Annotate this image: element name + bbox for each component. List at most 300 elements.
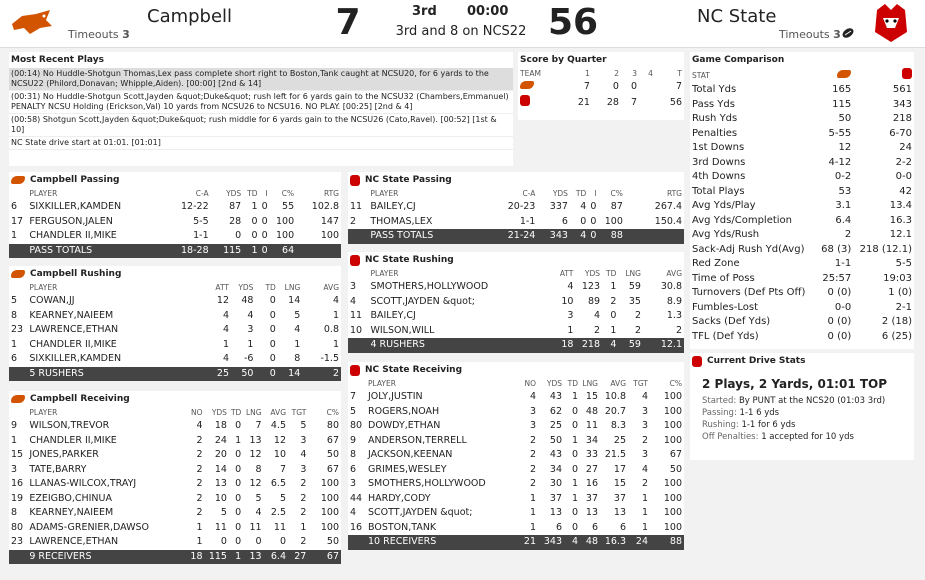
col-header: C% <box>610 189 623 198</box>
current-drive-panel <box>690 353 914 460</box>
player-name: ROGERS,NOAH <box>368 405 440 417</box>
player-row <box>348 463 684 478</box>
timeouts-label: Timeouts <box>68 28 119 41</box>
totals-row <box>348 338 684 353</box>
stat-value: 3.1 <box>835 200 852 211</box>
stat-cell: 1 <box>529 521 536 533</box>
total-score: 56 <box>669 96 682 108</box>
stat-cell: 0 <box>571 463 578 475</box>
stat-cell: 44 <box>350 492 363 504</box>
stat-cell: 80 <box>326 420 339 431</box>
col-header: LNG <box>582 379 598 388</box>
stat-cell: 15 <box>11 449 24 460</box>
stat-label: Sack-Adj Rush Yd(Avg) <box>692 243 805 255</box>
stat-cell: 2 <box>593 324 601 336</box>
stat-cell: 1 <box>247 338 254 350</box>
drive-started-value: By PUNT at the NCS20 (01:03 3rd) <box>738 396 886 406</box>
stat-cell <box>296 244 341 259</box>
stat-cell: 3 <box>641 449 648 460</box>
stat-cell: 0 <box>235 230 242 241</box>
col-header <box>348 268 368 280</box>
stat-cell: 2 <box>529 449 536 460</box>
player-name: FERGUSON,JALEN <box>29 215 113 227</box>
stat-cell: 1 <box>196 536 203 547</box>
player-row <box>9 506 341 521</box>
score-by-quarter-title: Score by Quarter <box>520 55 607 65</box>
player-name: BAILEY,CJ <box>370 310 416 321</box>
player-name: SMOTHERS,HOLLYWOOD <box>370 281 489 292</box>
stat-cell <box>348 338 368 353</box>
stat-cell: 337 <box>549 201 568 212</box>
section-title-text: NC State Receiving <box>365 365 463 375</box>
stat-cell: 18 <box>186 550 204 565</box>
current-drive-title <box>690 353 914 369</box>
stat-cell: 24 <box>214 434 227 446</box>
player-row <box>9 229 341 244</box>
stat-cell: 10 <box>273 449 286 460</box>
col-header: AVG <box>270 408 286 417</box>
stat-value: 2-1 <box>895 301 912 313</box>
header-row <box>348 378 684 390</box>
stat-cell: 25 <box>200 367 231 382</box>
stat-cell: 2 <box>302 367 341 382</box>
header-row <box>348 188 684 200</box>
campbell-logo <box>817 68 854 83</box>
stat-cell: 0 <box>259 244 269 259</box>
stat-cell: 1 <box>567 324 574 336</box>
stat-cell: 16 <box>11 478 24 489</box>
stat-cell: 3 <box>300 434 307 446</box>
player-name: BAILEY,CJ <box>370 201 416 212</box>
stat-cell: 2 <box>529 478 536 489</box>
stat-label: Avg Yds/Completion <box>692 214 793 226</box>
drive-rushing-label: Rushing: <box>702 420 739 430</box>
stat-cell: 3 <box>247 324 254 335</box>
stat-cell: 11 <box>249 521 262 533</box>
stat-cell: 11 <box>214 521 227 533</box>
stat-cell: 23 <box>11 536 24 547</box>
stat-cell: 5 <box>300 420 307 431</box>
stat-cell: 0 <box>235 463 242 475</box>
play-item: NC State drive start at 01:01. [01:01] <box>9 137 513 150</box>
stats-table <box>348 188 684 244</box>
drive-penalties-value: 1 accepted for 10 yds <box>761 432 854 442</box>
stat-cell: 0 <box>590 215 597 227</box>
stat-cell: 4.5 <box>270 420 286 431</box>
stat-cell: 88 <box>650 535 684 550</box>
stat-cell: 1-1 <box>519 215 536 227</box>
stat-cell: 4 <box>350 507 357 518</box>
stat-cell: 3 <box>11 463 18 475</box>
home-timeouts <box>779 28 841 41</box>
stat-cell: 15 <box>585 391 598 402</box>
stat-cell: 100 <box>663 391 682 402</box>
col-header: PLAYER <box>370 189 399 198</box>
stat-cell: 0 <box>588 229 598 244</box>
stat-cell: 4 <box>564 535 580 550</box>
scoreboard <box>0 0 925 48</box>
stat-value: 4-12 <box>828 156 852 168</box>
stat-cell: 5 <box>220 507 227 518</box>
stat-cell: 8 <box>11 309 18 321</box>
stat-cell: 50 <box>669 463 682 475</box>
away-timeouts <box>68 28 130 41</box>
stat-value: 68 (3) <box>821 243 852 255</box>
player-row <box>9 448 341 463</box>
stat-cell: 0 <box>235 521 242 533</box>
stat-cell: 4 <box>255 507 262 518</box>
player-name: LLANAS-WILCOX,TRAYJ <box>29 478 137 489</box>
stat-cell: 27 <box>585 463 598 475</box>
player-name: LAWRENCE,ETHAN <box>29 324 119 335</box>
stat-cell: 37 <box>549 492 562 504</box>
stat-cell: 14 <box>214 463 227 475</box>
stat-label: Fumbles-Lost <box>692 301 759 313</box>
section-title-text: NC State Rushing <box>365 255 454 265</box>
player-name: PASS TOTALS <box>368 229 486 244</box>
player-row <box>348 521 684 536</box>
stat-cell: 100 <box>320 478 339 489</box>
col-header: TD <box>575 189 587 198</box>
quarter-row-ncstate <box>518 95 684 112</box>
stat-value: 13.4 <box>889 200 912 211</box>
stat-cell: 6 <box>555 521 562 533</box>
stat-cell: 12-22 <box>181 201 209 212</box>
stat-cell: 147 <box>320 215 339 227</box>
stat-value: 12 <box>838 142 852 153</box>
player-name: JOLY,JUSTIN <box>368 391 423 402</box>
player-row <box>348 434 684 449</box>
player-name: SIXKILLER,KAMDEN <box>29 353 122 364</box>
player-row <box>348 295 684 310</box>
stat-cell: 1 <box>610 324 617 336</box>
stat-cell: 33 <box>585 449 598 460</box>
stat-cell: 43 <box>549 449 562 460</box>
stat-cell: 3 <box>350 478 357 489</box>
stat-cell: 50 <box>231 367 255 382</box>
stat-cell: 10 <box>350 324 363 336</box>
player-name: JONES,PARKER <box>29 449 99 460</box>
player-row <box>9 200 341 215</box>
stat-cell: 0 <box>269 353 276 364</box>
total-score: 7 <box>675 81 682 92</box>
play-item: (00:31) No Huddle-Shotgun Scott,Jayden &quot;Duke&quot; rush left for 6 yards gain to the NCSU32 (Chambers,Emmanuel) PENALTY NCSU Holding (Erickson,Val) 10 yards from NCSU26 to NCSU16. NO PLAY. [00:25] [2nd & 4] <box>9 91 513 114</box>
stat-cell: 88 <box>598 229 624 244</box>
stat-cell: 30 <box>549 478 562 489</box>
play-item: (00:58) Shotgun Scott,Jayden &quot;Duke&quot; rush middle for 6 yards gain to the NCSU26 (Cato,Ravel). [00:52] [1st & 10] <box>9 114 513 137</box>
col-header: C-A <box>522 189 536 198</box>
player-row <box>9 463 341 478</box>
col-header: RTG <box>323 189 339 198</box>
stat-cell: 13 <box>243 550 263 565</box>
player-name: TATE,BARRY <box>29 463 87 475</box>
stat-cell: 4 <box>602 338 618 353</box>
stat-cell: 0 <box>590 201 597 212</box>
col-header: TD <box>247 189 258 198</box>
stat-cell: 2 <box>300 478 307 489</box>
player-row <box>348 309 684 324</box>
stat-cell: 2 <box>300 492 307 504</box>
stat-cell: 4 <box>222 324 229 335</box>
stat-cell: 21 <box>520 535 538 550</box>
col-header: I <box>594 189 597 198</box>
stat-cell: 1 <box>294 338 301 350</box>
section-title <box>348 362 684 378</box>
player-name: CHANDLER II,MIKE <box>29 338 117 350</box>
recent-plays-list <box>9 68 513 150</box>
totals-row <box>9 244 341 259</box>
stat-cell: 67 <box>326 434 339 446</box>
section-title-text: NC State Passing <box>365 175 452 185</box>
stat-cell: 1 <box>571 492 578 504</box>
stat-cell: 6 <box>561 215 568 227</box>
drive-passing-value: 1-1 6 yds <box>739 408 780 418</box>
stat-cell: 11 <box>350 201 363 212</box>
col-header: PLAYER <box>29 283 58 292</box>
stat-cell: 17 <box>613 463 626 475</box>
stat-cell: 0 <box>571 405 578 417</box>
stat-cell: 0 <box>235 449 242 460</box>
totals-row <box>9 550 341 565</box>
player-row <box>9 352 341 367</box>
stat-cell: 48 <box>580 535 600 550</box>
player-row <box>9 419 341 434</box>
campbell-passing-panel <box>9 172 341 258</box>
stat-cell: 59 <box>628 281 641 292</box>
stat-value: 0-0 <box>834 301 852 313</box>
player-row <box>9 338 341 353</box>
player-name: 10 RECEIVERS <box>366 535 520 550</box>
col-header: YDS <box>546 379 562 388</box>
stat-value: 0 (0) <box>827 316 852 327</box>
stat-value: 1-1 <box>834 258 852 269</box>
stat-cell: 8 <box>350 449 357 460</box>
stat-cell: 1 <box>571 478 578 489</box>
stat-cell: 100 <box>275 215 295 227</box>
header-row <box>9 407 341 419</box>
player-name: CHANDLER II,MIKE <box>29 434 117 446</box>
timeouts-count: 3 <box>833 28 841 41</box>
col-header: TGT <box>291 408 307 417</box>
stat-cell: 0 <box>251 215 258 227</box>
player-row <box>348 215 684 230</box>
section-title <box>9 172 341 188</box>
player-name: 4 RUSHERS <box>368 338 540 353</box>
col-header: STAT <box>692 70 710 80</box>
stat-cell: 16 <box>350 521 363 533</box>
stat-value: 2-2 <box>895 156 912 168</box>
ncstate-logo <box>518 95 563 112</box>
score-by-quarter-panel <box>518 52 684 120</box>
game-comparison-title: Game Comparison <box>692 55 785 65</box>
player-name: 5 RUSHERS <box>27 367 200 382</box>
stat-cell: 3 <box>641 420 648 431</box>
stat-cell: 1 <box>235 434 242 446</box>
recent-plays-panel <box>9 52 513 166</box>
stat-cell: 4 <box>294 324 301 335</box>
stat-cell: 67 <box>326 463 339 475</box>
comparison-row <box>690 243 914 258</box>
stat-cell: 4 <box>300 449 307 460</box>
stat-cell: 0 <box>610 310 617 321</box>
drive-rushing <box>690 419 914 431</box>
game-comparison-table <box>690 68 914 344</box>
stat-cell: 7 <box>255 420 262 431</box>
stat-label: Avg Yds/Play <box>692 200 756 211</box>
player-name: LAWRENCE,ETHAN <box>29 536 119 547</box>
player-name: PASS TOTALS <box>27 244 172 259</box>
stat-cell: 20 <box>214 449 227 460</box>
campbell-logo <box>11 176 25 184</box>
stat-cell: 4 <box>332 295 339 306</box>
stat-label: 1st Downs <box>692 142 745 153</box>
quarter-score: 7 <box>631 96 638 108</box>
player-name: 9 RECEIVERS <box>27 550 186 565</box>
stat-value: 0-0 <box>895 171 912 182</box>
stat-cell: 3 <box>350 281 357 292</box>
stat-cell: 16.3 <box>600 535 628 550</box>
game-quarter: 3rd <box>412 4 437 19</box>
player-row <box>9 215 341 230</box>
stat-cell: 100 <box>663 492 682 504</box>
stat-cell: 4 <box>247 309 254 321</box>
player-row <box>348 324 684 339</box>
stat-cell: 4 <box>222 309 229 321</box>
play-item: (00:14) No Huddle-Shotgun Thomas,Lex pass complete short right to Boston,Tank caught at NCSU20, for 6 yards to the NCSU22 (Philord,Donavan; Whipple,Aiden). [00:00] [2nd & 14] <box>9 68 513 91</box>
stat-cell: 0 <box>571 507 578 518</box>
col-header <box>9 188 27 200</box>
stat-cell: 115 <box>211 244 244 259</box>
stat-value: 6 (25) <box>881 330 912 342</box>
stat-cell <box>9 244 27 259</box>
comparison-row <box>690 170 914 185</box>
stat-cell: 1 <box>332 338 339 350</box>
stat-cell: 6 <box>619 521 626 533</box>
player-name: DOWDY,ETHAN <box>368 420 441 431</box>
stat-cell: 2 <box>641 478 648 489</box>
stat-cell: 4 <box>529 391 536 402</box>
stat-cell: 0 <box>235 478 242 489</box>
ncstate-logo <box>350 175 360 186</box>
col-header: 3 <box>632 69 638 78</box>
player-row <box>348 280 684 295</box>
stat-cell: 13 <box>613 507 626 518</box>
stat-cell: 16 <box>585 478 598 489</box>
player-name: COWAN,JJ <box>29 295 75 306</box>
section-title <box>348 172 684 188</box>
stat-cell: 9 <box>350 434 357 446</box>
section-title <box>348 252 684 268</box>
stat-cell: 100 <box>663 478 682 489</box>
stat-cell: 1 <box>11 434 18 446</box>
stat-cell: 3 <box>300 463 307 475</box>
stat-cell: 343 <box>537 229 570 244</box>
stat-cell: 2.5 <box>270 507 286 518</box>
stat-cell: 5-5 <box>193 215 209 227</box>
stat-cell: 10 <box>214 492 227 504</box>
stat-cell: 100 <box>663 521 682 533</box>
stat-cell: 2 <box>196 434 203 446</box>
stat-label: Turnovers (Def Pts Off) <box>692 287 806 298</box>
stat-cell: 12 <box>249 449 262 460</box>
stat-cell: 55 <box>282 201 295 212</box>
stat-cell: 4 <box>593 310 601 321</box>
stat-cell: 48 <box>585 405 598 417</box>
comparison-row <box>690 185 914 200</box>
quarter-score: 0 <box>612 81 619 92</box>
stat-cell: 34 <box>585 434 598 446</box>
stat-cell: 15 <box>613 478 626 489</box>
possession-football-icon <box>841 25 855 44</box>
stat-cell: 18-28 <box>172 244 211 259</box>
stat-cell: 6 <box>350 463 357 475</box>
stat-cell: 1 <box>300 521 307 533</box>
col-header: C-A <box>195 189 209 198</box>
stat-cell: 87 <box>610 201 623 212</box>
stat-value: 115 <box>832 98 852 110</box>
stat-cell: 21.5 <box>604 449 626 460</box>
stat-cell: 0 <box>571 521 578 533</box>
col-header: YDS <box>238 283 254 292</box>
player-row <box>9 492 341 507</box>
stat-cell <box>9 550 27 565</box>
ncstate-logo <box>692 356 702 367</box>
drive-passing <box>690 407 914 419</box>
col-header: YDS <box>226 189 242 198</box>
stat-value: 0 (0) <box>827 330 852 342</box>
stat-cell: 2 <box>196 507 203 518</box>
totals-row <box>9 367 341 382</box>
player-name: HARDY,CODY <box>368 492 431 504</box>
stat-cell: 1 <box>641 492 648 504</box>
stat-cell: 1 <box>196 521 203 533</box>
stat-value: 0 (0) <box>827 287 852 298</box>
col-header: AVG <box>666 269 682 278</box>
ncstate-logo <box>869 2 913 44</box>
player-row <box>348 405 684 420</box>
stat-cell: 1 <box>529 492 536 504</box>
player-name: WILSON,TREVOR <box>29 420 110 431</box>
stat-cell: 100 <box>663 507 682 518</box>
stats-table <box>348 378 684 550</box>
ncstate-receiving-panel <box>348 362 684 550</box>
stat-label: Penalties <box>692 127 738 139</box>
col-header <box>348 378 366 390</box>
col-header: ATT <box>559 269 574 278</box>
ncstate-logo <box>350 255 360 266</box>
stat-cell: 28 <box>229 215 242 227</box>
col-header: AVG <box>610 379 626 388</box>
stat-value: 561 <box>892 84 912 95</box>
stat-cell: 13 <box>549 507 562 518</box>
totals-row <box>348 535 684 550</box>
col-header: TD <box>567 379 578 388</box>
stat-value: 24 <box>899 142 912 153</box>
drive-headline: 2 Plays, 2 Yards, 01:01 TOP <box>702 377 888 391</box>
stat-cell: 87 <box>229 201 242 212</box>
stat-cell: 218 <box>575 338 602 353</box>
section-title <box>9 391 341 407</box>
stat-cell: 80 <box>350 420 363 431</box>
stat-value: 343 <box>892 98 912 110</box>
player-row <box>348 390 684 405</box>
current-drive-label: Current Drive Stats <box>707 356 806 366</box>
stat-value: 165 <box>832 84 852 95</box>
quarter-score <box>639 80 655 95</box>
stat-cell: 4 <box>350 295 357 307</box>
stat-cell: 3 <box>641 405 648 417</box>
player-row <box>348 506 684 521</box>
